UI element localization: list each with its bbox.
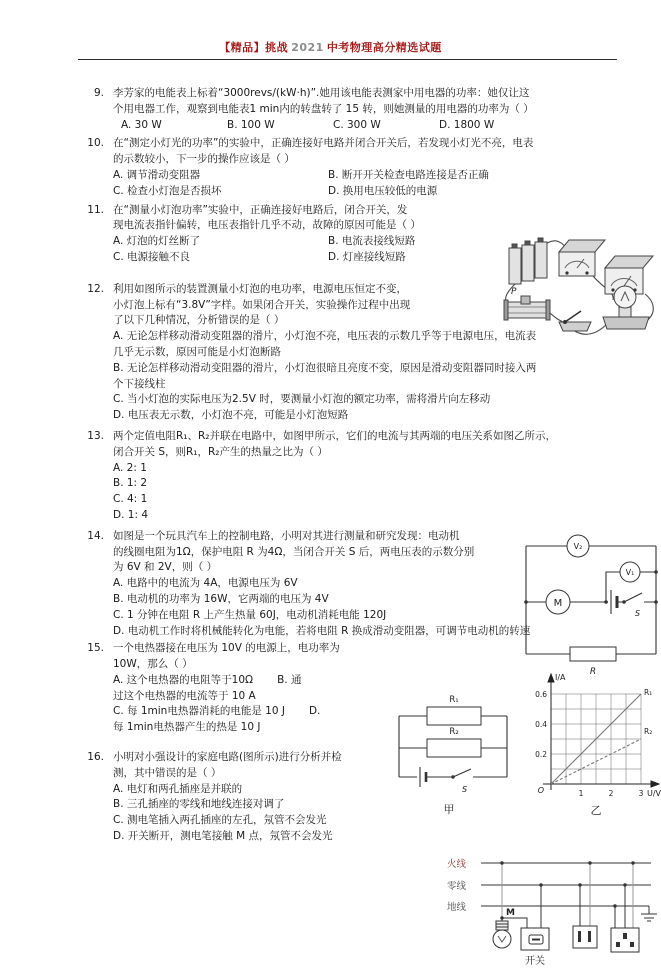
y-tick: 0.2	[535, 750, 547, 759]
option-d: D. 电压表无示数，小灯泡不亮，可能是小灯泡短路	[113, 409, 349, 422]
figure-jia-caption: 甲	[443, 803, 455, 816]
option-c: C. 300 W	[333, 118, 381, 131]
motor-label: M	[553, 598, 563, 609]
question-line: 两个定值电阻R₁、R₂并联在电路中，如图甲所示，它们的电流与其两端的电压关系如图乙所示，	[113, 429, 557, 442]
x-tick: 3	[638, 789, 644, 798]
option-a: A. 调节滑动变阻器	[113, 168, 201, 181]
r2-label: R₂	[449, 727, 459, 737]
junction-dot	[604, 600, 608, 604]
resistor-r1-icon	[427, 707, 481, 725]
neutral-wire-label: 零线	[447, 881, 467, 892]
option-d: D. 电动机工作时将机械能转化为电能，若将电阻 R 换成滑动变阻器，可调节电动机的转速	[113, 624, 531, 637]
title-prefix: 【精品】挑战	[219, 41, 289, 54]
option-a-cont: 几乎无示数，原因可能是小灯泡断路	[113, 345, 281, 358]
wall-switch-icon	[521, 928, 549, 950]
option-d: D. 开关断开，测电笔接触 M 点，氖管不会发光	[113, 830, 333, 843]
question-number: 10.	[87, 137, 104, 150]
question-line: 10W，那么（ ）	[113, 658, 193, 671]
x-tick: 1	[578, 789, 584, 798]
option-d-cont: 每 1min电热器产生的热是 10 J	[113, 721, 261, 734]
household-circuit-figure	[445, 850, 661, 974]
junction-dot	[524, 600, 528, 604]
title-suffix: 中考物理高分精选试题	[326, 41, 442, 54]
question-line: 在“测定小灯光的功率”的实验中，正确连接好电路并闭合开关后，若发现小灯光不亮，电表	[113, 137, 534, 150]
question-line: 小灯泡上标有“3.8V”字样。如果闭合开关，实验操作过程中出现	[113, 298, 411, 311]
option-c: C. 当小灯泡的实际电压为2.5V 时，要测量小灯泡的额定功率，需将滑片向左移动	[113, 393, 491, 406]
switch-s-label: S	[462, 785, 468, 794]
option-a: A. 30 W	[121, 118, 162, 131]
option-c: C. 每 1min电热器消耗的电能是 10 J	[113, 705, 285, 718]
resistor-r-label: R	[589, 667, 597, 677]
two-hole-socket-icon	[573, 926, 597, 948]
iv-graph-figure	[521, 668, 661, 816]
question-line: 如图是一个玩具汽车上的控制电路，小明对其进行测量和研究发现：电动机	[113, 529, 460, 542]
switch-pivot	[622, 600, 626, 604]
question-number: 15.	[87, 642, 104, 655]
ground-icon	[641, 906, 657, 921]
question-line: 小明对小强设计的家庭电路(图所示)进行分析并检	[113, 751, 342, 764]
option-c: C. 4: 1	[113, 493, 148, 506]
question-line: 了以下几种情况，分析错误的是（ ）	[113, 314, 285, 327]
question-number: 12.	[87, 282, 104, 295]
x-axis-label: U/V	[647, 789, 661, 798]
y-tick: 0.6	[535, 690, 547, 699]
option-b: B. 电动机的功率为 16W，它两端的电压为 4V	[113, 592, 329, 605]
option-c: C. 电源接触不良	[113, 250, 191, 263]
resistor-r2-icon	[427, 739, 481, 757]
options-line	[113, 704, 391, 720]
option-d: D. 1800 W	[439, 118, 495, 131]
question-line: 李芳家的电能表上标着“3000revs/(kW·h)”.她用该电能表测家中用电器的功率：她仅让这	[113, 87, 530, 99]
option-a: A. 无论怎样移动滑动变阻器的滑片，小灯泡不亮，电压表的示数几乎等于电源电压，电流表	[113, 330, 537, 343]
m-point-label: M	[506, 908, 515, 918]
option-a: A. 电灯和两孔插座是并联的	[113, 782, 243, 795]
option-b: B. 无论怎样移动滑动变阻器的滑片，小灯泡很暗且亮度不变，原因是滑动变阻器同时接入两	[113, 361, 537, 374]
question-line: 的线圈电阻为1Ω，保护电阻 R 为4Ω，当闭合开关 S 后，两电压表的示数分别	[113, 545, 475, 558]
r1-label: R₁	[449, 695, 459, 705]
rheostat-icon	[504, 296, 550, 320]
resistor-icon	[570, 647, 616, 661]
option-c: C. 1 分钟在电阻 R 上产生热量 60J，电动机消耗电能 120J	[113, 608, 387, 621]
question-number: 9.	[93, 87, 104, 99]
options-row	[113, 118, 586, 134]
option-b: B. 1: 2	[113, 477, 148, 490]
battery-icon	[509, 238, 547, 284]
r2-series-label: R₂	[644, 727, 653, 736]
question-line: 闭合开关 S，则R₁，R₂产生的热量之比为（ ）	[113, 445, 328, 458]
experiment-setup-figure	[503, 230, 661, 342]
option-d: D. 换用电压较低的电源	[328, 184, 438, 197]
rheostat-p-label: P	[511, 287, 517, 297]
option-b-cont: 过这个电热器的电流等于 10 A	[113, 689, 256, 702]
y-tick: 0.4	[535, 720, 547, 729]
question-number: 11.	[87, 203, 104, 216]
option-a: A. 2: 1	[113, 461, 147, 474]
motor-circuit-figure	[518, 530, 661, 680]
question-line: 的示数较小，下一步的操作应该是（ ）	[113, 153, 295, 166]
v2-label: V₂	[573, 542, 583, 551]
question-line: 利用如图所示的装置测量小灯泡的电功率，电源电压恒定不变，	[113, 282, 407, 295]
ammeter-icon	[559, 240, 605, 276]
switch-pivot	[451, 775, 454, 778]
motor-icon	[546, 590, 570, 614]
options-row	[113, 168, 578, 184]
earth-wire-label: 地线	[447, 902, 467, 913]
question-9	[0, 86, 661, 133]
live-wire-label: 火线	[447, 859, 467, 870]
junction-dot	[654, 570, 658, 574]
lamp-icon	[493, 918, 511, 948]
junction-dot	[654, 600, 658, 604]
v1-label: V₁	[625, 568, 635, 577]
option-c: C. 检查小灯泡是否损坏	[113, 184, 222, 197]
option-d-start: D.	[308, 705, 321, 718]
r1-series-label: R₁	[644, 688, 653, 697]
question-number: 16.	[87, 751, 104, 764]
question-line: 一个电热器接在电压为 10V 的电源上，电功率为	[113, 642, 340, 655]
y-axis-label: I/A	[555, 673, 566, 682]
option-a: A. 这个电热器的电阻等于10Ω	[113, 673, 254, 686]
options-row	[113, 184, 578, 200]
option-b: B. 电流表接线短路	[328, 235, 416, 248]
page-title	[0, 40, 661, 55]
question-line: 个用电器工作，观察到电能表1 min内的转盘转了 15 转，则她测量的用电器的功率为（ ）	[113, 102, 534, 115]
question-13	[0, 429, 661, 524]
option-a: A. 电路中的电流为 4A，电源电压为 6V	[113, 577, 298, 590]
parallel-circuit-figure	[393, 682, 513, 818]
x-tick: 2	[608, 789, 614, 798]
voltmeter-v2-icon	[567, 535, 589, 557]
option-d: D. 1: 4	[113, 508, 148, 521]
three-hole-socket-icon	[611, 928, 639, 952]
option-b: B. 断开开关检查电路连接是否正确	[328, 168, 489, 181]
question-line: 测，其中错误的是（ ）	[113, 766, 222, 779]
question-number: 13.	[87, 429, 104, 442]
question-line: 为 6V 和 2V，则（ ）	[113, 561, 218, 574]
option-b-start: B. 通	[277, 673, 302, 686]
switch-s-label: S	[635, 609, 641, 618]
option-d: D. 灯座接线短路	[328, 250, 406, 263]
option-b-cont: 个下接线柱	[113, 377, 166, 390]
option-b: B. 三孔插座的零线和地线连接对调了	[113, 798, 285, 811]
axes	[543, 674, 659, 790]
origin-label: O	[537, 786, 544, 795]
header-divider	[78, 59, 617, 60]
question-line: 现电流表指针偏转，电压表指针几乎不动，故障的原因可能是（ ）	[113, 219, 421, 232]
question-line: 在“测量小灯泡功率”实验中，正确连接好电路后，闭合开关，发	[113, 203, 408, 216]
switch-icon	[559, 311, 591, 331]
switch-caption: 开关	[525, 956, 545, 967]
option-a: A. 灯泡的灯丝断了	[113, 235, 201, 248]
option-c: C. 测电笔插入两孔插座的左孔，氖管不会发光	[113, 814, 327, 827]
question-10	[0, 136, 661, 199]
options-line	[113, 673, 391, 689]
figure-yi-caption: 乙	[590, 804, 602, 816]
circuit-wires	[526, 546, 656, 654]
voltmeter-v1-icon	[620, 562, 640, 582]
title-year: 2021	[291, 41, 324, 54]
question-number: 14.	[87, 529, 104, 542]
option-b: B. 100 W	[227, 118, 275, 131]
